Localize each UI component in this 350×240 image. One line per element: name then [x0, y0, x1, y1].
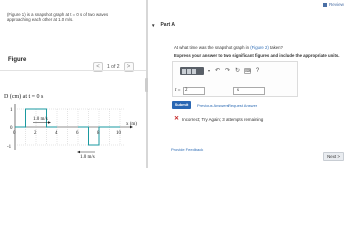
- figure-count: 1 of 2: [107, 63, 120, 70]
- units-input[interactable]: s: [233, 87, 265, 95]
- figure-pager: [93, 60, 137, 73]
- next-figure-button[interactable]: >: [124, 62, 134, 72]
- y-tick-1: 1: [10, 108, 13, 113]
- x-tick-8: 8: [97, 131, 100, 136]
- review-icon: [323, 3, 327, 7]
- help-icon[interactable]: ?: [255, 68, 260, 74]
- request-answer-link[interactable]: Request Answer: [228, 103, 258, 108]
- figure-title: Figure: [8, 57, 27, 63]
- variable-label: t =: [175, 88, 181, 93]
- feedback-message: [174, 116, 263, 122]
- wave-2-speed-label: 1.0 m/s: [80, 155, 95, 160]
- x-tick-4: 4: [55, 131, 58, 136]
- question-prefix: At what time was the snapshot graph in: [174, 45, 251, 50]
- redo-icon[interactable]: ↷: [224, 68, 231, 74]
- incorrect-x-icon: ✕: [174, 116, 180, 122]
- review-label: Review: [328, 2, 344, 7]
- template-dropdown-icon[interactable]: ▾: [207, 68, 210, 73]
- wave-2: [78, 127, 120, 145]
- submit-button[interactable]: Submit: [172, 101, 191, 109]
- graph-ylabel: D (cm) at t = 0 s: [4, 94, 44, 100]
- answer-box: [172, 61, 298, 97]
- review-link[interactable]: [323, 2, 344, 7]
- left-panel: [0, 0, 146, 168]
- next-button[interactable]: Next >: [323, 152, 344, 161]
- keyboard-icon[interactable]: ⌨: [245, 68, 251, 73]
- wave-1-speed-label: 1.0 m/s: [33, 117, 48, 122]
- template-icon[interactable]: [180, 67, 204, 75]
- provide-feedback-link[interactable]: Provide Feedback: [171, 147, 204, 152]
- graph-xlabel: x (m): [126, 122, 137, 127]
- right-panel: [148, 0, 350, 168]
- part-label: Part A: [160, 22, 176, 28]
- reset-icon[interactable]: ↻: [234, 68, 241, 74]
- instruction-text: Express your answer to two significant figures and include the appropriate units.: [174, 53, 340, 58]
- collapse-triangle-icon[interactable]: ▼: [151, 22, 156, 28]
- problem-statement: (Figure 1) is a snapshot graph at t = 0 s of two waves approaching each other at 1.0 m/s.: [7, 12, 109, 23]
- figure-2-link[interactable]: (Figure 2): [250, 45, 269, 50]
- x-tick-10: 10: [116, 131, 121, 136]
- y-tick-0: 0: [10, 126, 13, 131]
- part-header[interactable]: [151, 22, 175, 28]
- x-tick-0: 0: [13, 131, 16, 136]
- previous-answers-link[interactable]: Previous Answers: [197, 103, 229, 108]
- prev-figure-button[interactable]: <: [93, 62, 103, 72]
- x-tick-2: 2: [34, 131, 37, 136]
- answer-toolbar: [180, 67, 261, 75]
- undo-icon[interactable]: ↶: [214, 68, 221, 74]
- question-text: [174, 45, 344, 51]
- question-suffix: taken?: [268, 45, 283, 50]
- figure-divider: [0, 70, 146, 71]
- x-tick-6: 6: [76, 131, 79, 136]
- snapshot-graph: [4, 92, 144, 168]
- feedback-text: Incorrect; Try Again; 3 attempts remaining: [182, 116, 264, 122]
- value-input[interactable]: 2: [183, 87, 205, 95]
- y-tick-neg1: -1: [7, 145, 12, 150]
